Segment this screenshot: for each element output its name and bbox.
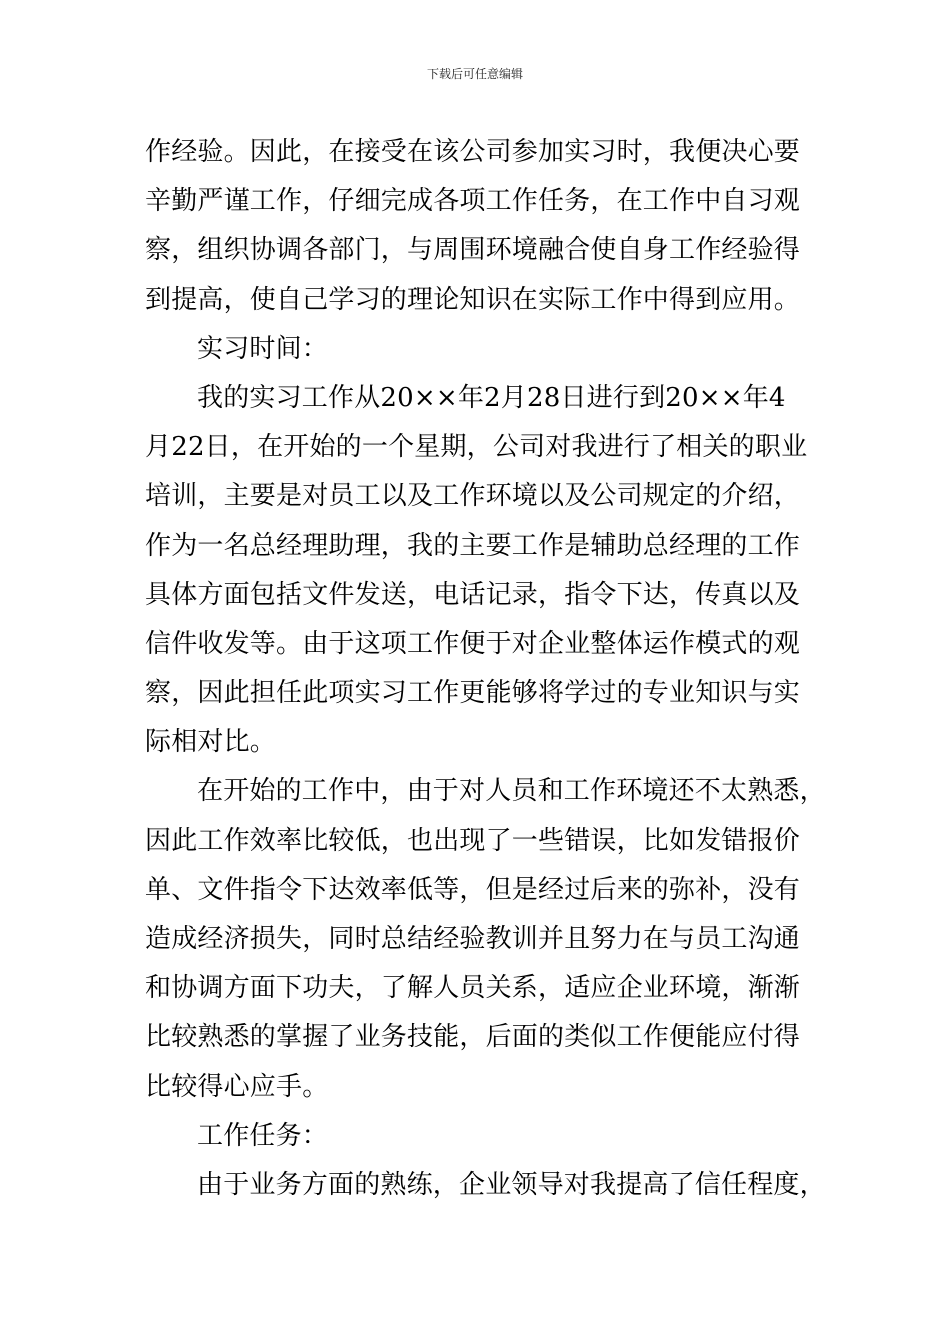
text-line: 造成经济损失，同时总结经验教训并且努力在与员工沟通 [145,924,801,954]
section-heading-work-tasks: 工作任务： [197,1120,329,1151]
text-line: 由于业务方面的熟练，企业领导对我提高了信任程度， [197,1169,826,1200]
text-line: 察，组织协调各部门，与周围环境融合使自身工作经验得 [145,235,801,266]
text-line: 和协调方面下功夫，了解人员关系，适应企业环境，渐渐 [145,973,801,1004]
text-line: 信件收发等。由于这项工作便于对企业整体运作模式的观 [145,628,801,659]
text-line: 辛勤严谨工作，仔细完成各项工作任务，在工作中自习观 [145,186,801,217]
text-line: 具体方面包括文件发送，电话记录，指令下达，传真以及 [145,579,801,610]
text-line: 作为一名总经理助理，我的主要工作是辅助总经理的工作 [145,530,801,561]
text-line: 我的实习工作从20××年2月28日进行到20××年4 [197,382,786,413]
text-line: 比较得心应手。 [145,1071,329,1102]
text-line: 到提高，使自己学习的理论知识在实际工作中得到应用。 [145,284,801,315]
text-line: 月22日，在开始的一个星期，公司对我进行了相关的职业 [145,432,808,463]
text-line: 比较熟悉的掌握了业务技能，后面的类似工作便能应付得 [145,1022,801,1053]
text-line: 作经验。因此，在接受在该公司参加实习时，我便决心要 [145,137,801,167]
text-line: 在开始的工作中，由于对人员和工作环境还不太熟悉， [197,776,826,807]
text-line: 培训，主要是对员工以及工作环境以及公司规定的介绍， [145,481,801,512]
document-body [145,128,835,1210]
section-heading-internship-time: 实习时间： [197,333,329,364]
text-line: 察，因此担任此项实习工作更能够将学过的专业知识与实 [145,678,801,709]
text-line: 因此工作效率比较低，也出现了一些错误，比如发错报价 [145,825,801,856]
text-line: 单、文件指令下达效率低等，但是经过后来的弥补，没有 [145,874,801,905]
page-header: 下载后可任意编辑 [426,67,523,81]
text-line: 际相对比。 [145,727,277,758]
